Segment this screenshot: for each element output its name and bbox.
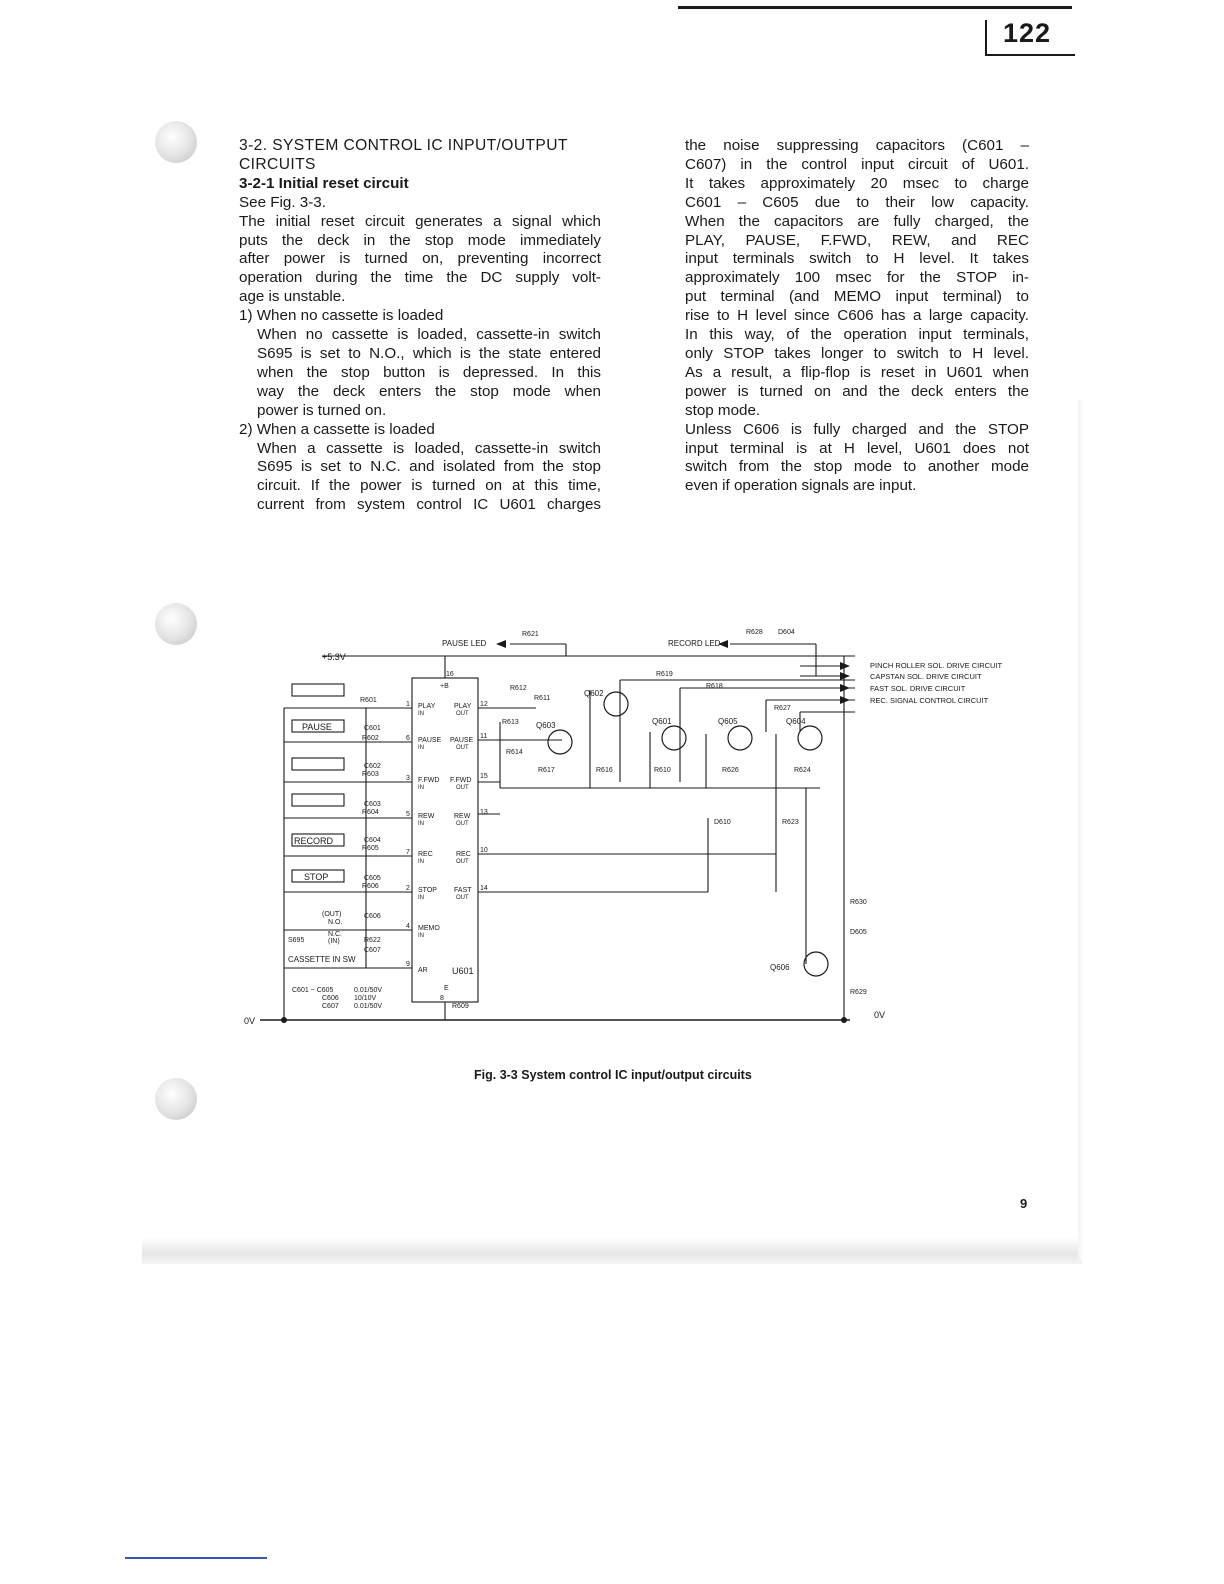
para-line: age is unstable. [239, 288, 346, 306]
para-line: S695 is set to N.O., which is the state entered [257, 344, 601, 362]
para-line: put terminal (and MEMO input terminal) to [685, 288, 1029, 306]
resistor-label: R628 [746, 629, 763, 636]
output-label: PINCH ROLLER SOL. DRIVE CIRCUIT [870, 661, 1003, 670]
transistor-label: Q602 [584, 689, 604, 698]
resistor-label: R619 [656, 671, 673, 678]
page-right-edge [1078, 400, 1084, 1260]
supply-label: +5.3V [322, 652, 346, 662]
ic-pin: 1 [406, 701, 410, 708]
ic-pin: 16 [446, 671, 454, 678]
switch-caption: CASSETTE IN SW [288, 955, 356, 964]
resistor-label: R612 [510, 685, 527, 692]
para-line: As a result, a flip-flop is reset in U601 when [685, 363, 1029, 381]
para-line: PLAY, PAUSE, F.FWD, REW, and REC [685, 231, 1029, 249]
ic-pin: +B [440, 683, 449, 690]
para-line: When no cassette is loaded, cassette-in switch [257, 326, 601, 344]
switch-nc-label: N.C. [328, 931, 342, 938]
output-label: REC. SIGNAL CONTROL CIRCUIT [870, 696, 989, 705]
resistor-label: R605 [362, 845, 379, 852]
record-led-label: RECORD LED [668, 639, 721, 648]
transistor-label: Q605 [718, 717, 738, 726]
ic-pin: 15 [480, 773, 488, 780]
diode-label: D604 [778, 629, 795, 636]
para-line: Unless C606 is fully charged and the STOP [685, 420, 1029, 438]
switch-in-label: (IN) [328, 938, 340, 945]
output-label: CAPSTAN SOL. DRIVE CIRCUIT [870, 672, 982, 681]
para-line: even if operation signals are input. [685, 477, 917, 495]
ic-pin: OUT [456, 895, 469, 901]
ic-pin: 12 [480, 701, 488, 708]
ic-pin: FAST [454, 887, 472, 894]
cap-value: 0.01/50V [354, 1003, 383, 1010]
left-column [239, 137, 601, 515]
ic-pin: 4 [406, 923, 410, 930]
ic-pin: 2 [406, 885, 410, 892]
scan-edge-rule [125, 1557, 267, 1559]
resistor-label: R606 [362, 883, 379, 890]
para-line: input terminal is at H level, U601 does not [685, 439, 1029, 457]
para-line: the noise suppressing capacitors (C601 – [685, 137, 1029, 154]
para-line: way the deck enters the stop mode when [257, 382, 601, 400]
ic-pin: PAUSE [418, 737, 442, 744]
list-item-title: 1) When no cassette is loaded [239, 307, 444, 325]
resistor-label: R618 [706, 683, 723, 690]
ic-pin: IN [418, 895, 424, 901]
para-line: after power is turned on, preventing incorrect [239, 250, 601, 268]
ic-pin: 13 [480, 809, 488, 816]
ic-pin: REW [418, 813, 435, 820]
capacitor-label: C606 [364, 913, 381, 920]
list-item-title: 2) When a cassette is loaded [239, 420, 435, 438]
para-line: rise to H level since C606 has a large capacity. [685, 307, 1029, 325]
transistor-label: Q601 [652, 717, 672, 726]
ic-pin: OUT [456, 711, 469, 717]
para-line: In this way, of the operation input terminals, [685, 326, 1029, 344]
resistor-label: R623 [782, 819, 799, 826]
para-line: approximately 100 msec for the STOP in- [685, 269, 1029, 287]
para-line: switch from the stop mode to another mode [685, 458, 1029, 476]
ic-pin: IN [418, 785, 424, 791]
ic-pin: IN [418, 711, 424, 717]
para-line: power is turned on. [257, 401, 387, 419]
resistor-label: R617 [538, 767, 555, 774]
ic-pin: AR [418, 967, 428, 974]
capacitor-label: C605 [364, 875, 381, 882]
ic-pin: F.FWD [450, 777, 472, 784]
page-bottom-shadow [142, 1238, 1082, 1264]
transistor-label: Q606 [770, 963, 790, 972]
resistor-label: R616 [596, 767, 613, 774]
cap-value: 10/10V [354, 995, 377, 1002]
binder-hole-icon [155, 603, 197, 645]
para-line: The initial reset circuit generates a signal which [239, 212, 601, 230]
cap-value: 0.01/50V [354, 987, 383, 994]
record-button-label: RECORD [294, 836, 334, 846]
ic-pin: F.FWD [418, 777, 440, 784]
resistor-label: R626 [722, 767, 739, 774]
resistor-label: R627 [774, 705, 791, 712]
para-line: operation during the time the DC supply volt- [239, 269, 601, 287]
ic-pin: IN [418, 933, 424, 939]
para-line: only STOP takes longer to switch to H level. [685, 344, 1029, 362]
resistor-label: R629 [850, 989, 867, 996]
ground-right-label: 0V [874, 1010, 886, 1020]
ic-pin: E [444, 985, 449, 992]
para-line: circuit. If the power is turned on at this time, [257, 477, 601, 495]
resistor-label: R610 [654, 767, 671, 774]
diode-label: D610 [714, 819, 731, 826]
ic-pin: 9 [406, 961, 410, 968]
see-figure: See Fig. 3-3. [239, 193, 326, 211]
resistor-label: R601 [360, 697, 377, 704]
footer-page-number: 9 [1020, 1196, 1028, 1211]
ic-pin: 11 [480, 733, 488, 740]
resistor-label: R611 [534, 695, 551, 702]
binder-hole-icon [155, 1078, 197, 1120]
para-line: input terminals switch to H level. It takes [685, 250, 1029, 268]
switch-out-label: (OUT) [322, 911, 342, 918]
para-line: C601 – C605 due to their low capacity. [685, 193, 1029, 211]
ic-pin: OUT [456, 745, 469, 751]
pause-led-label: PAUSE LED [442, 639, 487, 648]
stop-button-label: STOP [304, 872, 329, 882]
para-line: stop mode. [685, 401, 761, 419]
transistor-label: Q604 [786, 717, 806, 726]
ic-pin: STOP [418, 887, 437, 894]
ground-left-label: 0V [244, 1016, 256, 1026]
section-title-cont: CIRCUITS [239, 155, 316, 173]
ic-pin: IN [418, 745, 424, 751]
para-line: puts the deck in the stop mode immediately [239, 231, 601, 249]
ic-pin: 3 [406, 775, 410, 782]
switch-name: S695 [288, 937, 305, 944]
capacitor-label: C602 [364, 763, 381, 770]
ic-pin: IN [418, 859, 424, 865]
resistor-label: R624 [794, 767, 811, 774]
capacitor-label: C604 [364, 837, 381, 844]
resistor-label: R609 [452, 1003, 469, 1010]
ic-pin: PAUSE [450, 737, 474, 744]
ic-pin: IN [418, 821, 424, 827]
resistor-label: R614 [506, 749, 523, 756]
header-rule [678, 6, 1072, 9]
para-line: when the stop button is depressed. In this [257, 363, 601, 381]
ic-pin: REW [454, 813, 471, 820]
right-column [685, 137, 1029, 496]
output-label: FAST SOL. DRIVE CIRCUIT [870, 684, 966, 693]
para-line: current from system control IC U601 charges [257, 496, 601, 514]
ic-pin: 8 [440, 995, 444, 1002]
subsection-title: 3-2-1 Initial reset circuit [239, 174, 409, 192]
capacitor-label: C603 [364, 801, 381, 808]
ic-pin: MEMO [418, 925, 440, 932]
switch-no-label: N.O. [328, 919, 343, 926]
ic-pin: REC [456, 851, 471, 858]
pause-button-label: PAUSE [302, 722, 332, 732]
transistor-label: Q603 [536, 721, 556, 730]
ic-pin: 6 [406, 735, 410, 742]
resistor-label: R613 [502, 719, 519, 726]
ic-pin: OUT [456, 821, 469, 827]
ic-pin: OUT [456, 785, 469, 791]
para-line: C607) in the control input circuit of U601. [685, 155, 1029, 173]
ic-pin: PLAY [418, 703, 436, 710]
figure-caption: Fig. 3-3 System control IC input/output circuits [474, 1068, 752, 1082]
resistor-label: R603 [362, 771, 379, 778]
cap-value-parts: C606 [322, 995, 339, 1002]
binder-hole-icon [155, 121, 197, 163]
resistor-label: R604 [362, 809, 379, 816]
page-number: 122 [1003, 18, 1052, 48]
ic-pin: 14 [480, 885, 488, 892]
schematic-diagram [240, 622, 1040, 1032]
ic-pin: REC [418, 851, 433, 858]
resistor-label: R622 [364, 937, 381, 944]
ic-pin: 5 [406, 811, 410, 818]
capacitor-label: C601 [364, 725, 381, 732]
para-line: When the capacitors are fully charged, the [685, 212, 1029, 230]
para-line: S695 is set to N.C. and isolated from the stop [257, 458, 601, 476]
resistor-label: R621 [522, 631, 539, 638]
ic-pin: OUT [456, 859, 469, 865]
ic-pin: PLAY [454, 703, 472, 710]
para-line: When a cassette is loaded, cassette-in switch [257, 439, 601, 457]
capacitor-label: C607 [364, 947, 381, 954]
section-title: 3-2. SYSTEM CONTROL IC INPUT/OUTPUT [239, 137, 568, 154]
ic-pin: 7 [406, 849, 410, 856]
para-line: It takes approximately 20 msec to charge [685, 174, 1029, 192]
ic-name: U601 [452, 966, 474, 976]
para-line: power is turned on and the deck enters the [685, 382, 1029, 400]
cap-value-parts: C607 [322, 1003, 339, 1010]
resistor-label: R602 [362, 735, 379, 742]
diode-label: D605 [850, 929, 867, 936]
cap-value-parts: C601 ~ C605 [292, 987, 334, 994]
ic-pin: 10 [480, 847, 488, 854]
resistor-label: R630 [850, 899, 867, 906]
